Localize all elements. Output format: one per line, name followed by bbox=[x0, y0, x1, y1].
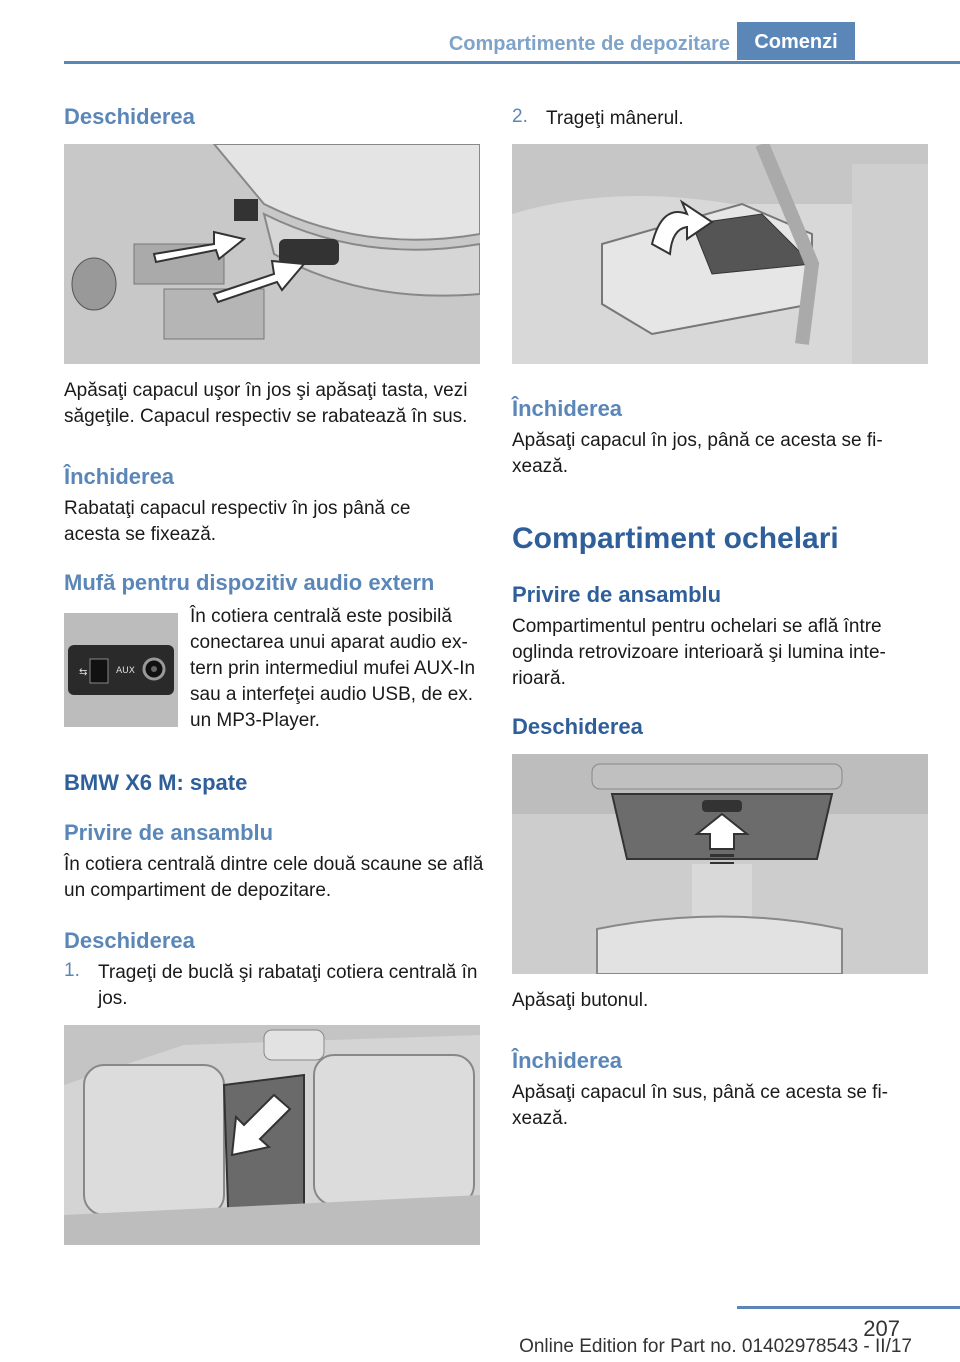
heading-overview-1: Privire de ansamblu bbox=[64, 820, 274, 845]
glasses-compartment-image bbox=[512, 754, 928, 974]
heading-bmw-x6m: BMW X6 M: spate bbox=[64, 770, 248, 795]
paragraph-overview-1: În cotiera centrală dintre cele două scaune se află un compartiment de depozitare. bbox=[64, 854, 484, 901]
header-section-title: Compartimente de depozitare bbox=[448, 33, 730, 55]
heading-open-2: Deschiderea bbox=[64, 928, 195, 953]
heading-overview-2: Privire de ansamblu bbox=[512, 582, 722, 607]
heading-close-1: Închiderea bbox=[64, 464, 175, 489]
rear-seat-armrest-image bbox=[64, 1025, 480, 1245]
heading-close-3: Închiderea bbox=[512, 1048, 623, 1073]
paragraph-open-1: Apăsaţi capacul uşor în jos şi apăsaţi tasta, vezi săgeţile. Capacul respectiv se rabatează în sus. bbox=[64, 380, 468, 427]
page-number: 207 bbox=[863, 1316, 900, 1341]
aux-port-label: AUX bbox=[116, 666, 135, 676]
step-1-text: Trageţi de buclă şi rabataţi cotiera centrală în jos. bbox=[98, 962, 478, 1009]
footer-rule bbox=[737, 1306, 960, 1309]
paragraph-close-3: Apăsaţi capacul în sus, până ce acesta se fi‐xează. bbox=[512, 1082, 888, 1129]
step-1-number: 1. bbox=[64, 960, 80, 981]
aux-usb-port-image bbox=[64, 613, 178, 727]
header-rule bbox=[64, 61, 960, 64]
step-2-text: Trageţi mânerul. bbox=[546, 108, 684, 129]
usb-icon: ⇆ bbox=[79, 667, 88, 678]
paragraph-close-1: Rabataţi capacul respectiv în jos până ce acesta se fixează. bbox=[64, 498, 411, 545]
paragraph-open-3: Apăsaţi butonul. bbox=[512, 990, 649, 1011]
paragraph-overview-2: Compartimentul pentru ochelari se află între oglinda retrovizoare interioară şi lumina inte‐rioară. bbox=[512, 616, 886, 689]
paragraph-close-2: Apăsaţi capacul în jos, până ce acesta se fi‐xează. bbox=[512, 430, 883, 477]
armrest-handle-image bbox=[512, 144, 928, 364]
header-chapter-tab[interactable]: Comenzi bbox=[737, 22, 855, 60]
paragraph-aux: În cotiera centrală este posibilă conectarea unui aparat audio ex‐tern prin intermediul mufei AUX-In sau a interfeţei audio USB, de ex. un MP3-Player. bbox=[190, 606, 476, 731]
heading-open-1: Deschiderea bbox=[64, 104, 195, 129]
heading-open-3: Deschiderea bbox=[512, 714, 643, 739]
heading-aux: Mufă pentru dispozitiv audio extern bbox=[64, 570, 435, 595]
armrest-buttons-image bbox=[64, 144, 480, 364]
heading-close-2: Închiderea bbox=[512, 396, 623, 421]
edition-note: Online Edition for Part no. 01402978543 - II/17 bbox=[519, 1336, 912, 1357]
heading-glasses-compartment: Compartiment ochelari bbox=[512, 522, 839, 555]
step-2-number: 2. bbox=[512, 106, 528, 127]
